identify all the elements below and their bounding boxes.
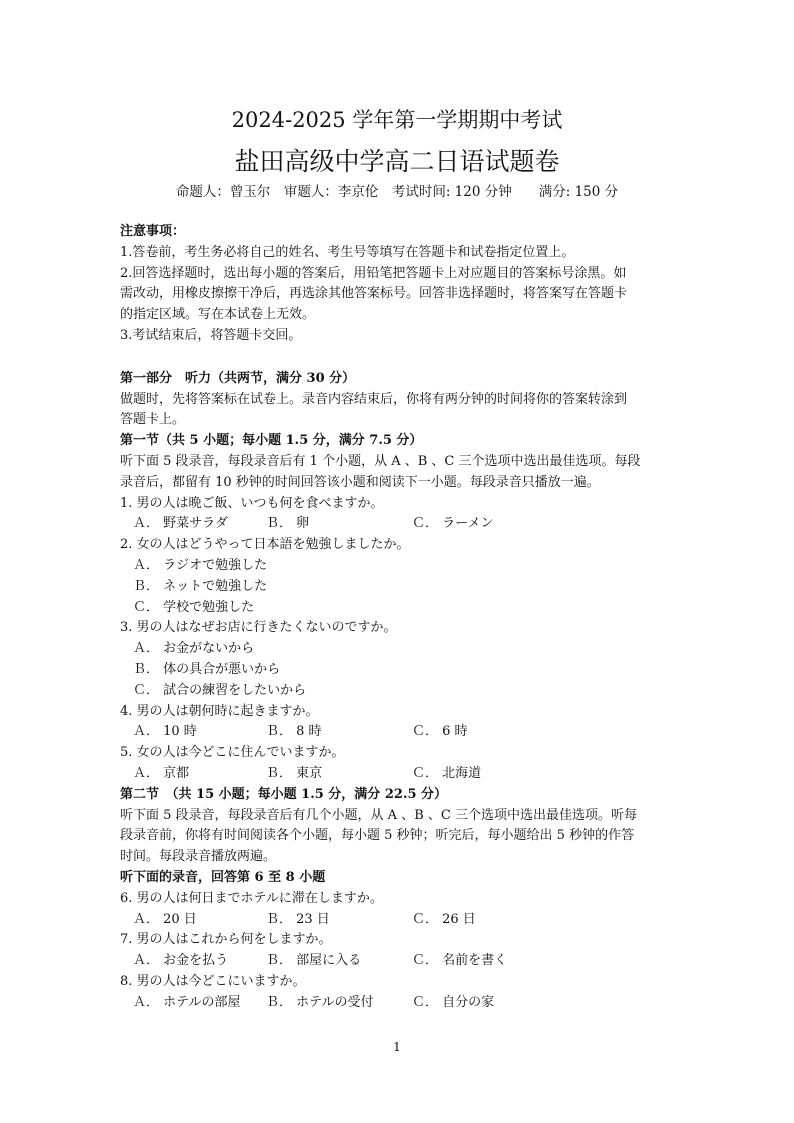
- question-7: 7. 男の人はこれから何をしますか。: [120, 932, 332, 948]
- question-1-options: [120, 514, 676, 535]
- question-7-options: [120, 951, 676, 972]
- question-5-options: [120, 764, 676, 785]
- option-c: Ｃ． 北海道: [412, 765, 482, 781]
- question-4-options: [120, 722, 676, 743]
- note-2-line-1: 2.回答选择题时，选出每小题的答案后，用铅笔把答题卡上对应题目的答案标号涂黑。如: [120, 265, 627, 281]
- spacer: [120, 347, 676, 369]
- option-a: Ａ． 10 時: [133, 724, 197, 740]
- option-b: Ｂ． ホテルの受付: [266, 994, 374, 1010]
- section2-heading: 第二节 （共 15 小题；每小题 1.5 分，满分 22.5 分）: [120, 786, 448, 802]
- section2-intro-line-1: 听下面 5 段录音，每段录音后有几个小题，从 A 、B 、C 三个选项中选出最佳选项。听每: [120, 807, 637, 823]
- option-b: Ｂ． 23 日: [266, 911, 330, 927]
- option-a: Ａ． お金がないから: [133, 641, 255, 657]
- option-b: Ｂ． 8 時: [266, 724, 322, 740]
- option-b: Ｂ． 東京: [266, 765, 323, 781]
- section2-intro-line-3: 时间。每段录音播放两遍。: [120, 849, 277, 865]
- section1-intro-line-2: 录音后，都留有 10 秒钟的时间回答该小题和阅读下一小题。每段录音只播放一遍。: [120, 474, 600, 490]
- part1-intro-line-2: 答题卡上。: [120, 412, 186, 428]
- section1-intro-line-1: 听下面 5 段录音，每段录音后有 1 个小题，从 A 、B 、C 三个选项中选出最佳选项。每段: [120, 453, 641, 469]
- option-c: Ｃ． 6 時: [412, 724, 468, 740]
- option-c: Ｃ． 試合の練習をしたいから: [133, 682, 307, 698]
- note-3: 3.考试结束后，将答题卡交回。: [120, 327, 302, 343]
- question-3: 3. 男の人はなぜお店に行きたくないのですか。: [120, 620, 397, 636]
- part1-intro-line-1: 做题时，先将答案标在试卷上。录音内容结束后，你将有两分钟的时间将你的答案转涂到: [120, 391, 628, 407]
- section2-sub-heading: 听下面的录音，回答第 6 至 8 小题: [120, 869, 326, 885]
- exam-subtitle: 盐田高级中学高二日语试题卷: [234, 147, 560, 176]
- note-1: 1.答卷前，考生务必将自己的姓名、考生号等填写在答题卡和试卷指定位置上。: [120, 244, 575, 260]
- notes-heading: 注意事项：: [120, 224, 186, 239]
- option-c: Ｃ． ラーメン: [412, 516, 494, 532]
- note-2-line-3: 的指定区域。写在本试卷上无效。: [120, 307, 316, 323]
- exam-authors-line: 命题人：曾玉尔 审题人：李京伦 考试时间: 120 分钟 满分: 150 分: [175, 184, 619, 200]
- exam-title: 2024-2025 学年第一学期期中考试: [231, 108, 563, 132]
- option-a: Ａ． 京都: [133, 765, 190, 781]
- option-a: Ａ． 野菜サラダ: [133, 516, 229, 532]
- option-b: Ｂ． 体の具合が悪いから: [133, 661, 281, 677]
- section1-heading: 第一节（共 5 小题；每小题 1.5 分，满分 7.5 分）: [120, 433, 423, 449]
- exam-content: [120, 222, 676, 1013]
- option-a: Ａ． 20 日: [133, 911, 197, 927]
- option-a: Ａ． ホテルの部屋: [133, 994, 241, 1010]
- option-a: Ａ． ラジオで勉強した: [133, 557, 268, 573]
- option-c: Ｃ． 26 日: [412, 911, 476, 927]
- question-6: 6. 男の人は何日までホテルに滞在しますか。: [120, 890, 383, 906]
- option-c: Ｃ． 学校で勉強した: [133, 599, 255, 615]
- option-b: Ｂ． ネットで勉強した: [133, 578, 268, 594]
- question-6-options: [120, 910, 676, 931]
- question-2: 2. 女の人はどうやって日本語を勉強しましたか。: [120, 537, 410, 553]
- option-c: Ｃ． 名前を書く: [412, 953, 508, 969]
- part1-heading: 第一部分 听力（共两节，满分 30 分）: [120, 370, 356, 386]
- option-c: Ｃ． 自分の家: [412, 994, 495, 1010]
- option-a: Ａ． お金を払う: [133, 953, 229, 969]
- option-b: Ｂ． 部屋に入る: [266, 953, 362, 969]
- section2-intro-line-2: 段录音前，你将有时间阅读各个小题，每小题 5 秒钟；听完后，每小题给出 5 秒钟的作答: [120, 828, 635, 844]
- question-5: 5. 女の人は今どこに住んでいますか。: [120, 745, 345, 761]
- page-number: 1: [393, 1040, 401, 1054]
- option-b: Ｂ． 卵: [266, 516, 310, 532]
- question-8: 8. 男の人は今どこにいますか。: [120, 973, 306, 989]
- question-4: 4. 男の人は朝何時に起きますか。: [120, 703, 319, 719]
- note-2-line-2: 需改动，用橡皮擦擦干净后，再选涂其他答案标号。回答非选择题时，将答案写在答题卡: [120, 286, 628, 302]
- question-8-options: [120, 993, 676, 1014]
- question-1: 1. 男の人は晩ご飯、いつも何を食べますか。: [120, 495, 384, 511]
